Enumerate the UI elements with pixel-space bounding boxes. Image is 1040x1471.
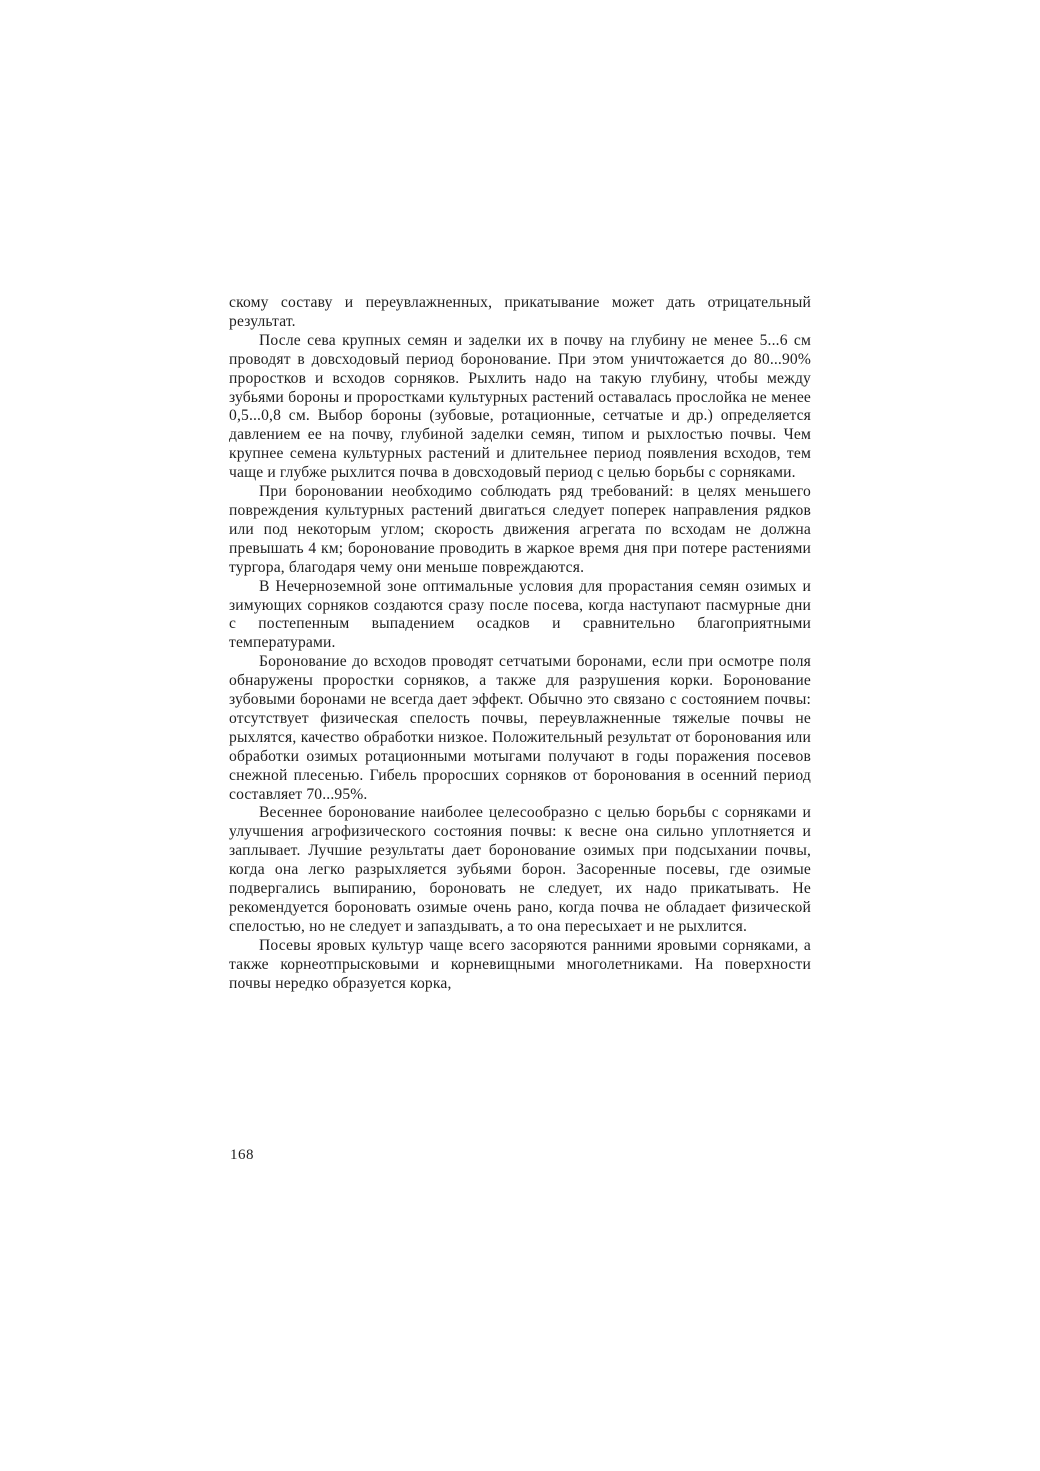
body-text [229, 294, 811, 994]
page-number: 168 [230, 1147, 254, 1163]
paragraph-spring-crops: Посевы яровых культур чаще всего засоряются ранними яровыми сорняками, а также корнеотпрысковыми и корневищными многолетниками. На поверхности почвы нередко образуется корка, [229, 936, 811, 992]
paragraph-mesh-harrows: Боронование до всходов проводят сетчатыми боронами, если при осмотре поля обнаружены проростки сорняков, а также для разрушения корки. Боронование зубовыми боронами не всегда дает эффект. Обычно это связано с состоянием почвы: отсутствует физическая спелость почвы, переувлажненные тяжелые почвы не рыхлятся, качество обработки низкое. Положительный результат от боронования или обработки озимых ротационными мотыгами получают в годы поражения посевов снежной плесенью. Гибель проросших сорняков от боронования в осенний период составляет 70...95%. [229, 653, 811, 803]
paragraph-continuation: скому составу и переувлажненных, прикатывание может дать отрицательный результат. [229, 294, 811, 330]
paragraph-pre-emergence-harrowing: После сева крупных семян и заделки их в почву на глубину не менее 5...6 см проводят в довсходовый период боронование. При этом уничтожается до 80...90% проростков и всходов сорняков. Рыхлить надо на такую глубину, чтобы между зубьями бороны и проростками культурных растений оставалась прослойка не менее 0,5...0,8 см. Выбор бороны (зубовые, ротационные, сетчатые и др.) определяется давлением ее на почву, глубиной заделки семян, типом и рыхлостью почвы. Чем крупнее семена культурных растений и длительнее период появления всходов, тем чаще и глубже рыхлится почва в довсходовый период с целью борьбы с сорняками. [229, 331, 811, 482]
paragraph-spring-harrowing: Весеннее боронование наиболее целесообразно с целью борьбы с сорняками и улучшения агрофизического состояния почвы: к весне она сильно уплотняется и заплывает. Лучшие результаты дает боронование озимых при подсыхании почвы, когда она легко разрыхляется зубьями борон. Засоренные посевы, где озимые подвергались выпиранию, бороновать не следует, их надо прикатывать. Не рекомендуется бороновать озимые очень рано, когда почва не обладает физической спелостью, но не следует и запаздывать, а то она пересыхает и не рыхлится. [229, 804, 811, 935]
paragraph-non-chernozem-zone: В Нечерноземной зоне оптимальные условия для прорастания семян озимых и зимующих сорняков создаются сразу после посева, когда наступают пасмурные дни с постепенным выпадением осадков и сравнительно благоприятными температурами. [229, 577, 811, 652]
paragraph-harrowing-requirements: При бороновании необходимо соблюдать ряд требований: в целях меньшего повреждения культурных растений двигаться следует поперек направления рядков или под некоторым углом; скорость движения агрегата по всходам не должна превышать 4 км; боронование проводить в жаркое время дня при потере растениями тургора, благодаря чему они меньше повреждаются. [229, 483, 811, 576]
